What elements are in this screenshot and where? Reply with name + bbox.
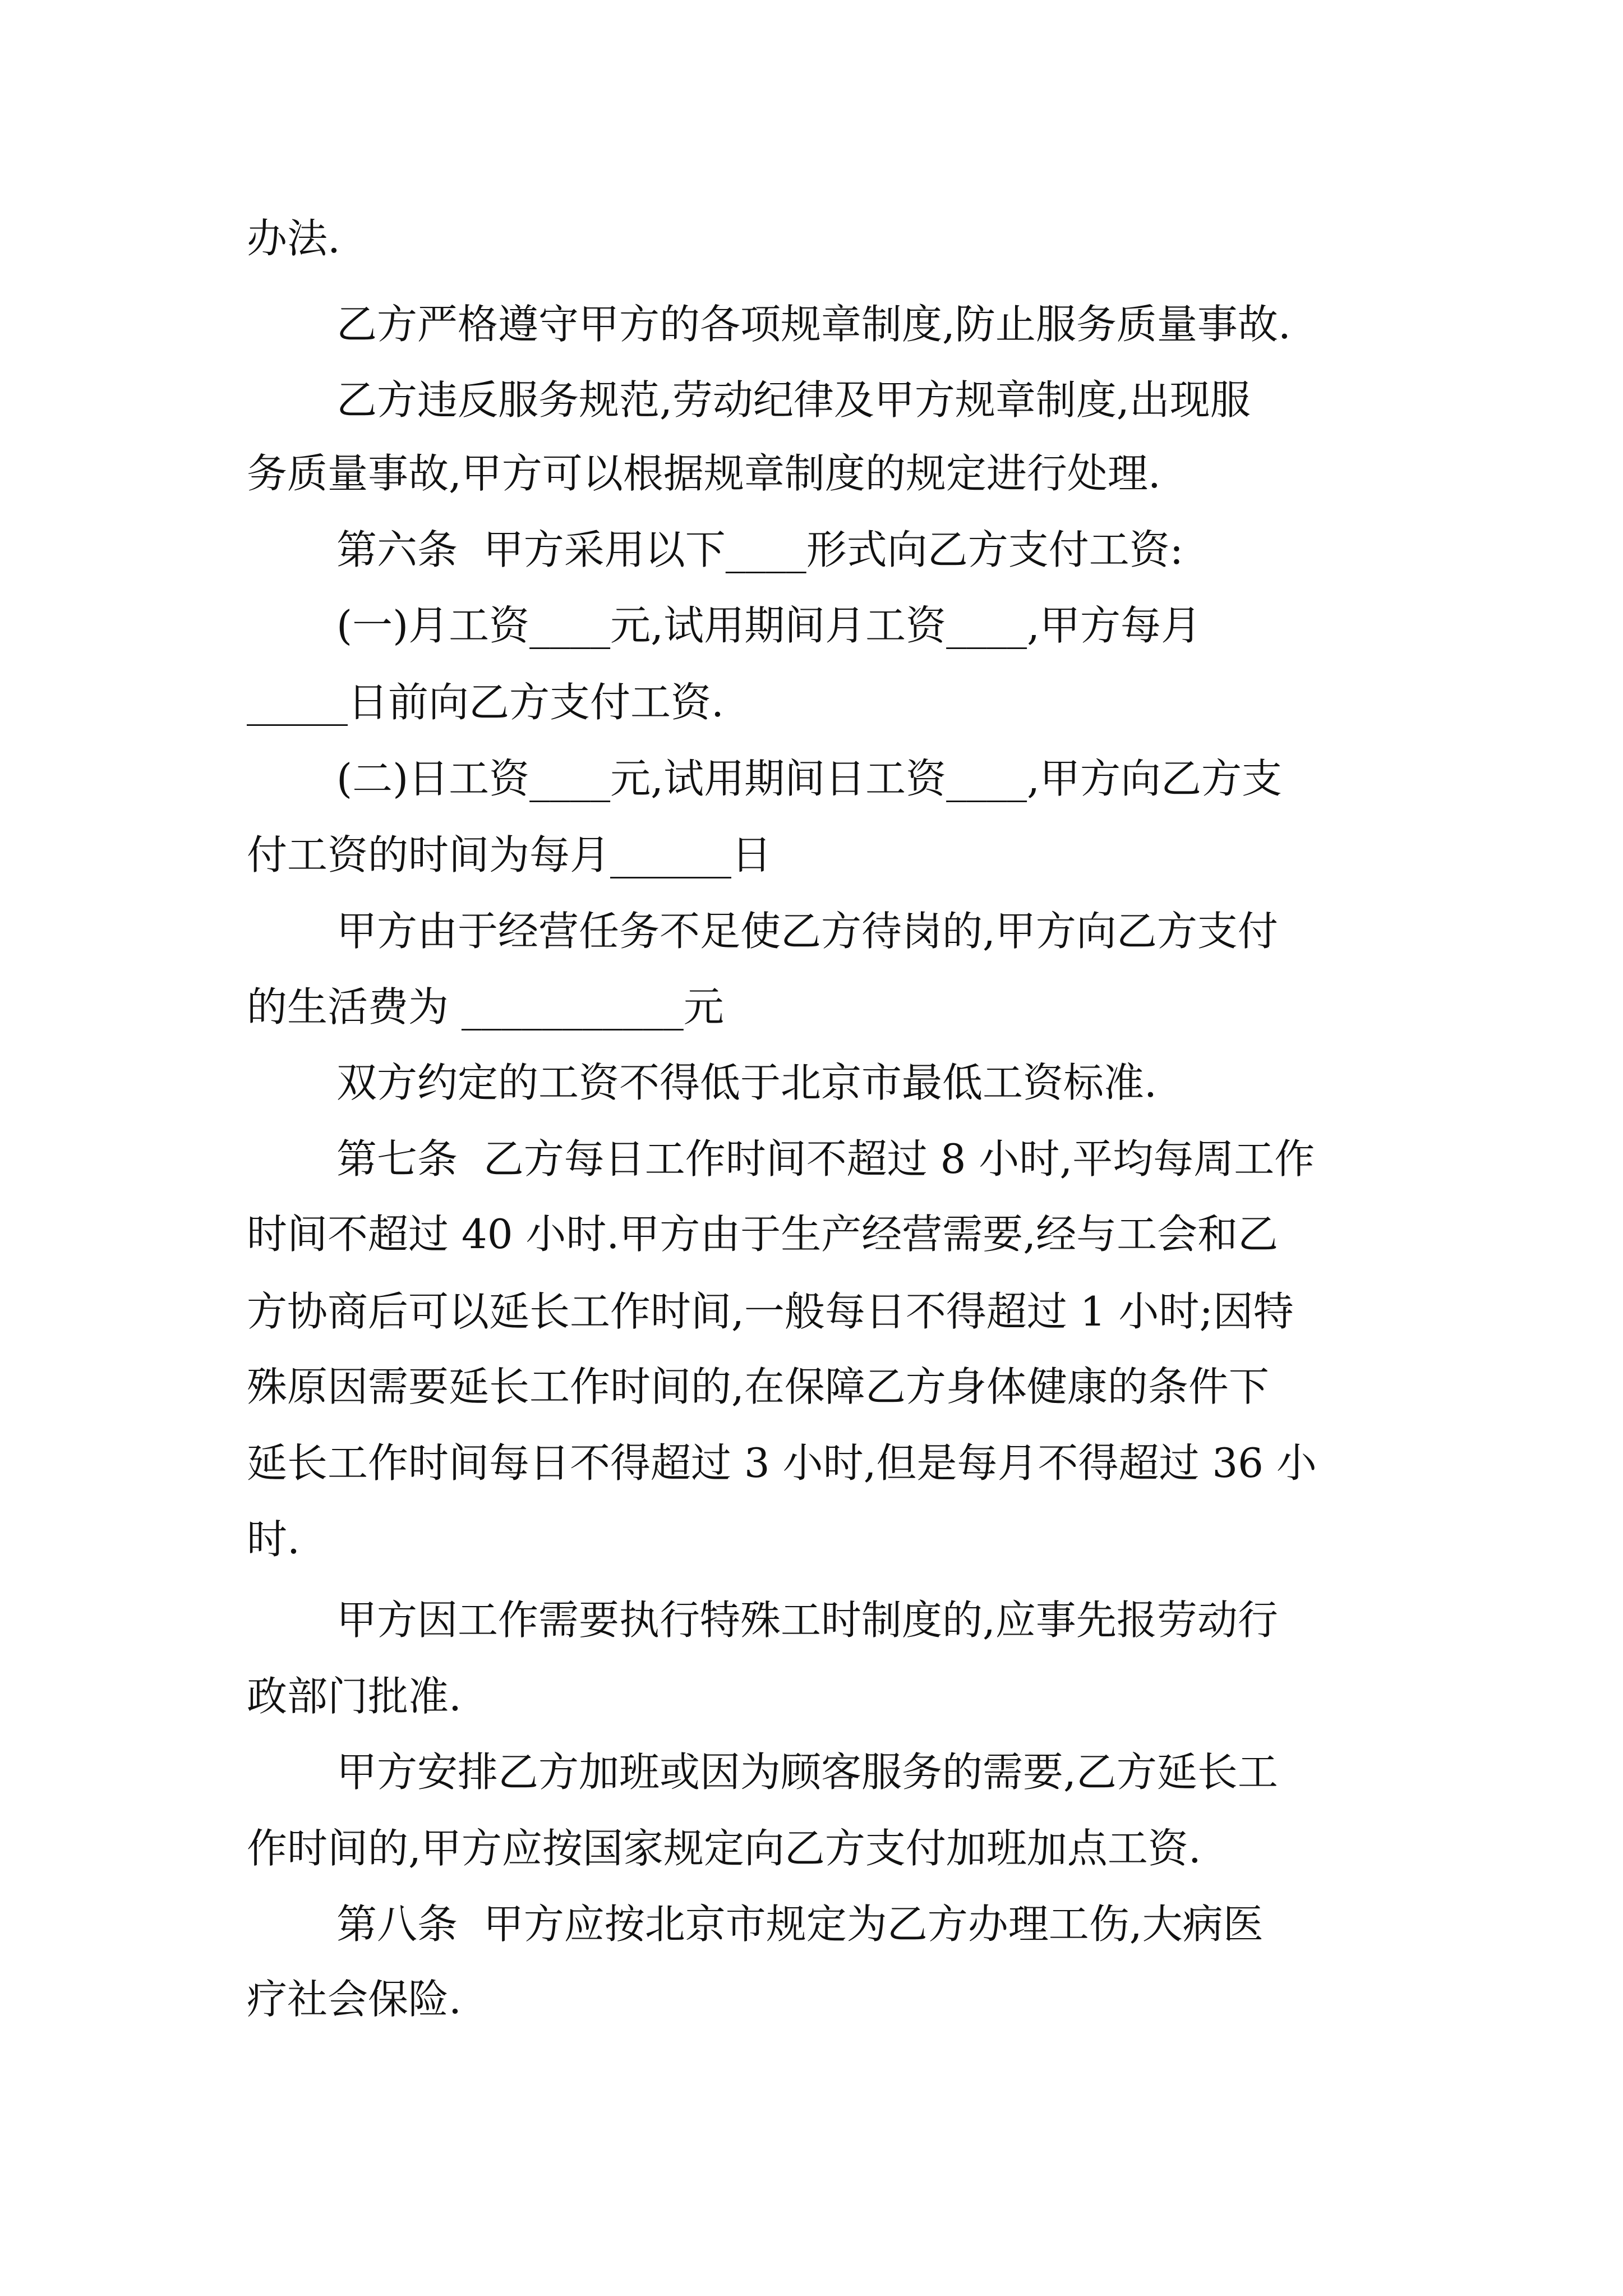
text-line-18: 时. bbox=[247, 1516, 300, 1563]
text-line-10: 甲方由于经营任务不足使乙方待岗的,甲方向乙方支付 bbox=[336, 908, 1278, 955]
text-line-11: 的生活费为 ___________元 bbox=[247, 983, 724, 1030]
text-line-23: 第八条 甲方应按北京市规定为乙方办理工伤,大病医 bbox=[336, 1901, 1264, 1948]
text-line-1: 办法. bbox=[247, 215, 340, 262]
text-line-24: 疗社会保险. bbox=[247, 1976, 462, 2023]
text-line-16: 殊原因需要延长工作时间的,在保障乙方身体健康的条件下 bbox=[247, 1363, 1269, 1410]
text-line-22: 作时间的,甲方应按国家规定向乙方支付加班加点工资. bbox=[247, 1825, 1201, 1872]
text-line-13: 第七条 乙方每日工作时间不超过 8 小时,平均每周工作 bbox=[336, 1135, 1315, 1182]
text-line-20: 政部门批准. bbox=[247, 1673, 462, 1720]
text-line-19: 甲方因工作需要执行特殊工时制度的,应事先报劳动行 bbox=[336, 1596, 1278, 1644]
text-line-7: _____日前向乙方支付工资. bbox=[247, 679, 724, 726]
text-line-2: 乙方严格遵守甲方的各项规章制度,防止服务质量事故. bbox=[336, 301, 1291, 348]
text-line-15: 方协商后可以延长工作时间,一般每日不得超过 1 小时;因特 bbox=[247, 1288, 1294, 1335]
text-line-17: 延长工作时间每日不得超过 3 小时,但是每月不得超过 36 小 bbox=[247, 1439, 1317, 1487]
text-line-14: 时间不超过 40 小时.甲方由于生产经营需要,经与工会和乙 bbox=[247, 1211, 1279, 1258]
text-line-21: 甲方安排乙方加班或因为顾客服务的需要,乙方延长工 bbox=[336, 1749, 1278, 1796]
text-line-8: (二)日工资____元,试用期间日工资____,甲方向乙方支 bbox=[336, 755, 1282, 802]
text-line-12: 双方约定的工资不得低于北京市最低工资标准. bbox=[336, 1059, 1157, 1106]
text-line-3: 乙方违反服务规范,劳动纪律及甲方规章制度,出现服 bbox=[336, 376, 1251, 424]
text-line-4: 务质量事故,甲方可以根据规章制度的规定进行处理. bbox=[247, 450, 1161, 497]
text-line-6: (一)月工资____元,试用期间月工资____,甲方每月 bbox=[336, 602, 1201, 649]
text-line-9: 付工资的时间为每月______日 bbox=[247, 831, 772, 878]
text-line-5: 第六条 甲方采用以下____形式向乙方支付工资: bbox=[336, 526, 1184, 573]
